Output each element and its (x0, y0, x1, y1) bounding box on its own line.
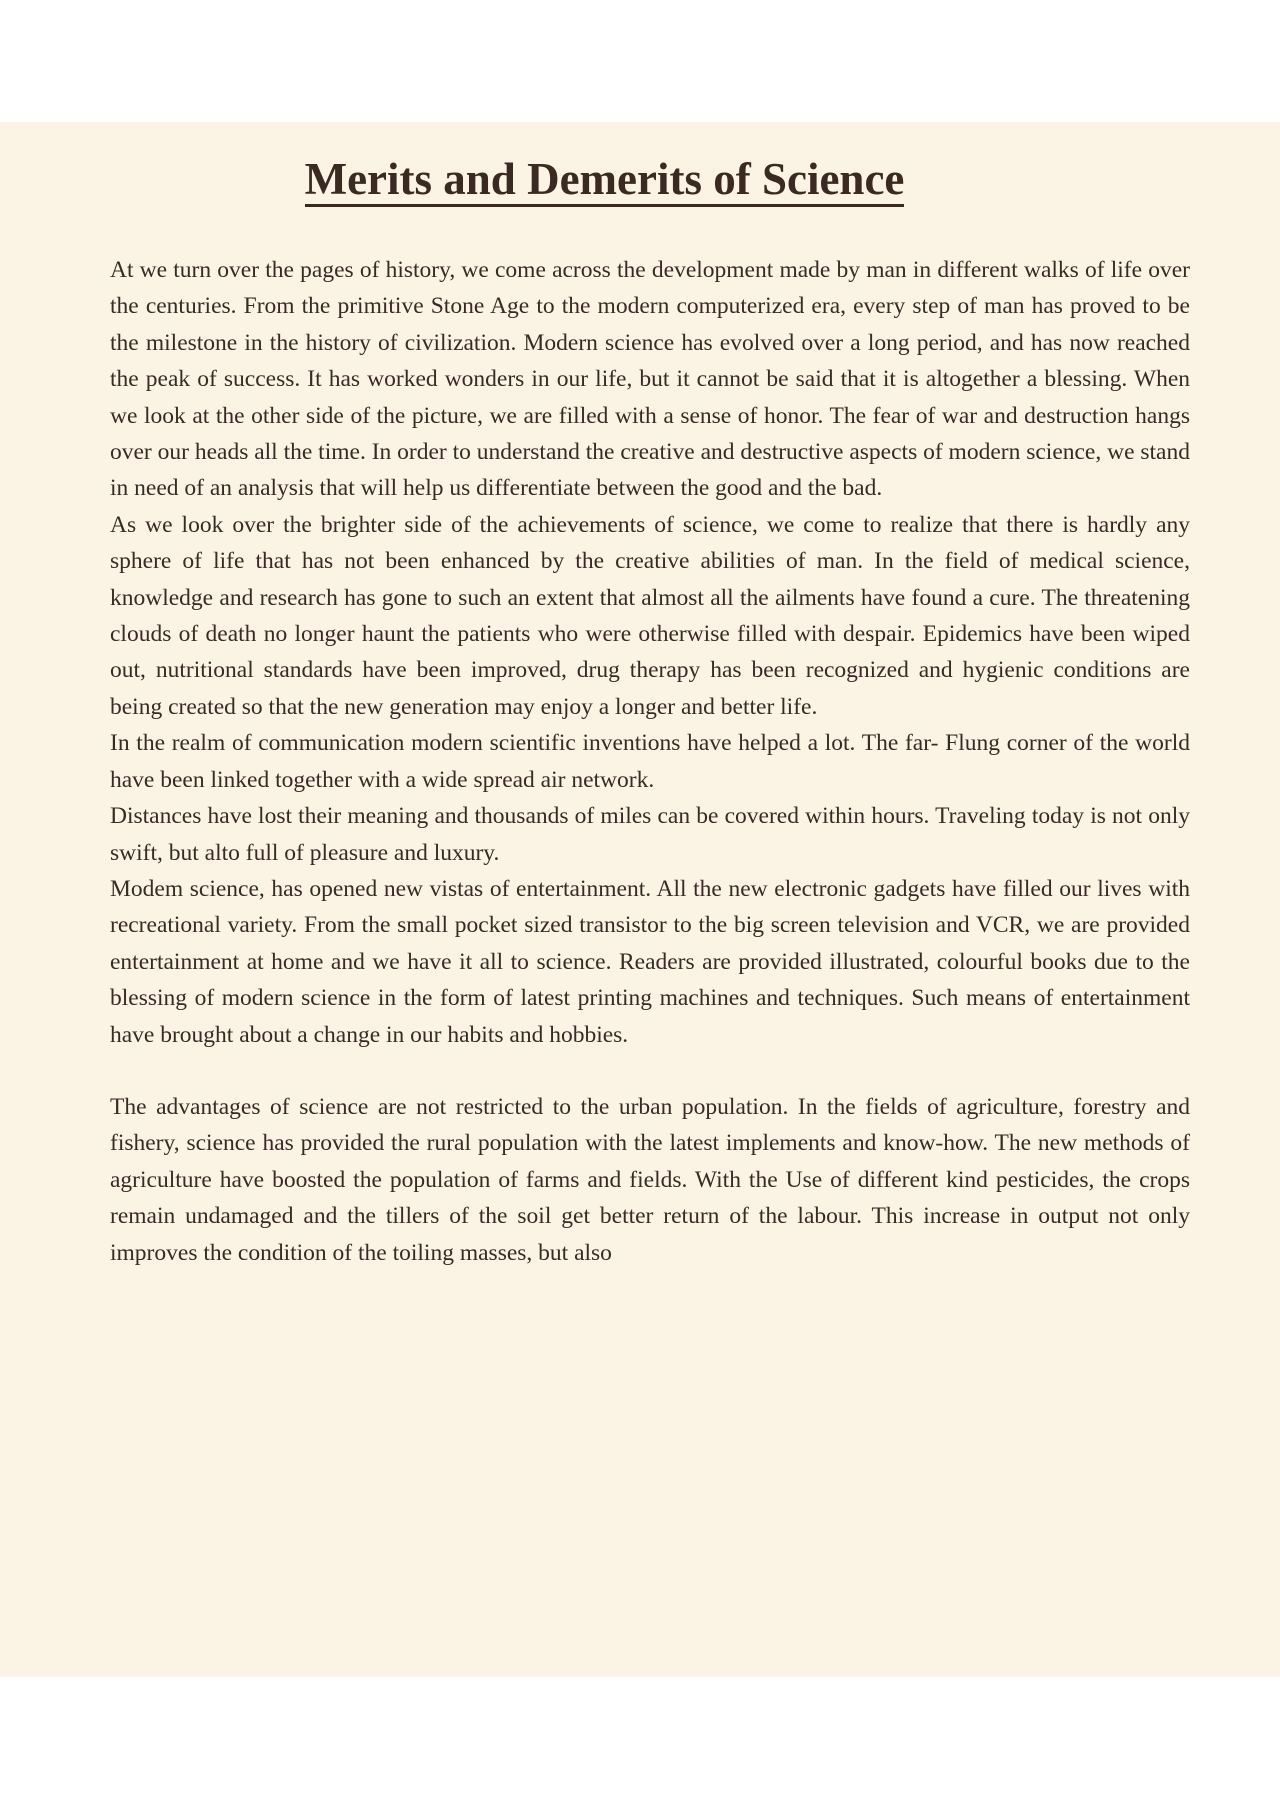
document-title-text: Merits and Demerits of Science (305, 154, 905, 207)
paragraph-agriculture: The advantages of science are not restricted to the urban population. In the fields of agriculture, forestry and fishery, science has provided the rural population with the latest implements and know-how. The new methods of agriculture have boosted the population of farms and fields. With the Use of different kind pesticides, the crops remain undamaged and the tillers of the soil get better return of the labour. This increase in output not only improves the condition of the toiling masses, but also (110, 1093, 1190, 1266)
paragraph-communication: In the realm of communication modern scientific inventions have helped a lot. The far- Flung corner of the world have been linked together with a wide spread air network. (110, 730, 1190, 793)
paragraph-history-intro: At we turn over the pages of history, we come across the development made by man in different walks of life over the centuries. From the primitive Stone Age to the modern computerized era, every step of man has proved to be the milestone in the history of civilization. Modern science has evolved over a long period, and has now reached the peak of success. It has worked wonders in our life, but it cannot be said that it is altogether a blessing. When we look at the other side of the picture, we are filled with a sense of honor. The fear of war and destruction hangs over our heads all the time. In order to understand the creative and destructive aspects of modern science, we stand in need of an analysis that will help us differentiate between the good and the bad. (110, 257, 1190, 502)
paragraph-medical-science: As we look over the brighter side of the achievements of science, we come to realize that there is hardly any sphere of life that has not been enhanced by the creative abilities of man. In the field of medical science, knowledge and research has gone to such an extent that almost all the ailments have found a cure. The threatening clouds of death no longer haunt the patients who were otherwise filled with despair. Epidemics have been wiped out, nutritional standards have been improved, drug therapy has been recognized and hygienic conditions are being created so that the new generation may enjoy a longer and better life. (110, 511, 1190, 720)
paragraph-entertainment: Modem science, has opened new vistas of entertainment. All the new electronic gadgets have filled our lives with recreational variety. From the small pocket sized transistor to the big screen television and VCR, we are provided entertainment at home and we have it all to science. Readers are provided illustrated, colourful books due to the blessing of modern science in the form of latest printing machines and techniques. Such means of entertainment have brought about a change in our habits and hobbies. (110, 875, 1190, 1048)
document-body (110, 252, 1190, 1271)
paragraph-travel: Distances have lost their meaning and thousands of miles can be covered within hours. Traveling today is not only swift, but alto full of pleasure and luxury. (110, 803, 1190, 866)
document-title (0, 150, 1209, 208)
